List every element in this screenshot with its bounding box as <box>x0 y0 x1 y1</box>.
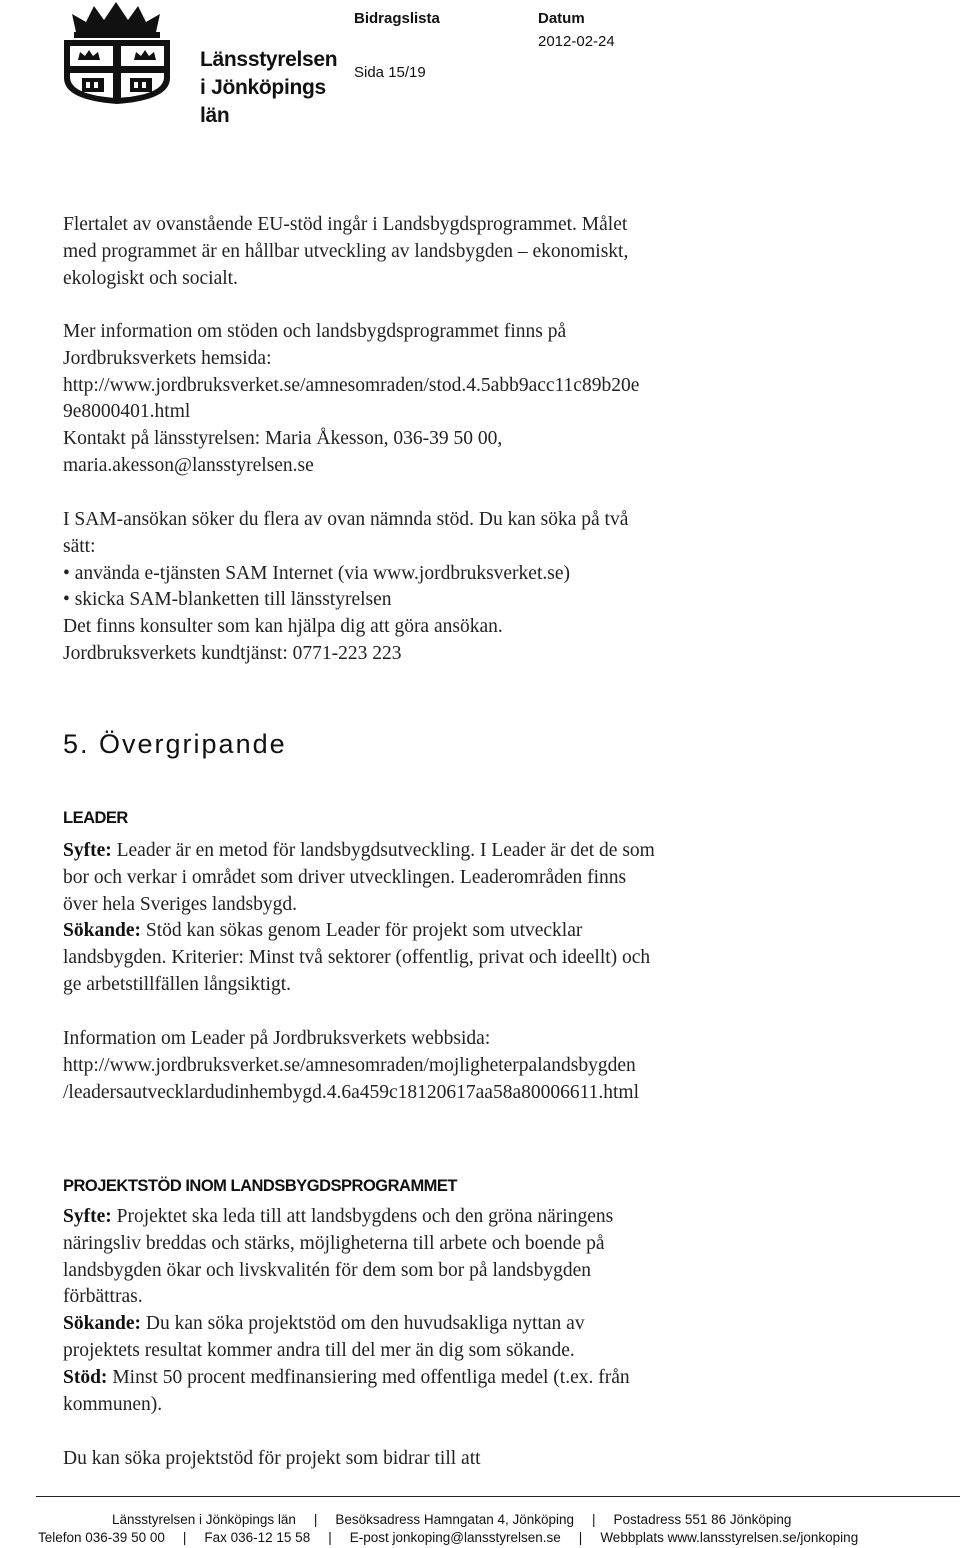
lansstyrelsen-logo <box>58 2 338 127</box>
footer-org: Länsstyrelsen i Jönköpings län <box>112 1512 296 1527</box>
closing-line: Du kan söka projektstöd för projekt som bidrar till att <box>63 1448 481 1469</box>
footer-line-2: Telefon 036-39 50 00 | Fax 036-12 15 58 | E-post jonkoping@lansstyrelsen.se | Webbplats www.lansstyrelsen.se/jonkoping <box>38 1530 859 1545</box>
url-link[interactable]: /leadersautvecklardudinhembygd.4.6a459c18120617aa58a80006611.html <box>63 1081 640 1103</box>
url-link[interactable]: http://www.jordbruksverket.se/amnesomraden/stod.4.5abb9acc11c89b20e <box>63 374 640 396</box>
text-line: Mer information om stöden och landsbygdsprogrammet finns på <box>63 321 567 342</box>
date-value: 2012-02-24 <box>538 33 615 50</box>
text-line: Det finns konsulter som kan hjälpa dig att göra ansökan. <box>63 616 503 638</box>
text-line: Information om Leader på Jordbruksverkets webbsida: <box>63 1028 491 1049</box>
sokande-label: Sökande: <box>63 1313 142 1335</box>
text-line: med programmet är en hållbar utveckling av landsbygden – ekonomiskt, <box>63 240 629 262</box>
text-line: över hela Sveriges landsbygd. <box>63 893 297 915</box>
crown-shield-icon <box>58 2 198 104</box>
text-line: Stöd kan sökas genom Leader för projekt som utvecklar <box>141 920 583 942</box>
url-link[interactable]: http://www.jordbruksverket.se/amnesomraden/mojligheterpalandsbygden <box>63 1054 636 1076</box>
text-line: I SAM-ansökan söker du flera av ovan nämnda stöd. Du kan söka på två <box>63 509 629 530</box>
footer-fax: Fax 036-12 15 58 <box>204 1530 311 1545</box>
footer-phone: Telefon 036-39 50 00 <box>38 1530 165 1545</box>
text-line: Du kan söka projektstöd om den huvudsakliga nyttan av <box>141 1313 585 1335</box>
footer-divider <box>36 1496 960 1497</box>
text-line: förbättras. <box>63 1286 143 1308</box>
text-line: projektets resultat kommer andra till del mer än dig som sökande. <box>63 1339 575 1361</box>
footer-email[interactable]: E-post jonkoping@lansstyrelsen.se <box>349 1530 561 1545</box>
section-heading: 5. Övergripande <box>63 729 287 759</box>
footer-line-1: Länsstyrelsen i Jönköpings län | Besöksadress Hamngatan 4, Jönköping | Postadress 551 86 Jönköping <box>112 1512 792 1527</box>
text-line: Leader är en metod för landsbygdsutveckling. I Leader är det de som <box>111 840 655 861</box>
paragraph-eu-stod <box>63 212 628 292</box>
projekt-block <box>63 1204 630 1418</box>
text-line: ekologiskt och socialt. <box>63 267 238 289</box>
text-line: Jordbruksverkets kundtjänst: 0771-223 223 <box>63 642 402 664</box>
paragraph-more-info <box>63 319 639 480</box>
url-link[interactable]: 9e8000401.html <box>63 401 191 423</box>
leader-block <box>63 838 655 999</box>
stod-label: Stöd: <box>63 1366 108 1388</box>
text-line: Jordbruksverkets hemsida: <box>63 347 272 369</box>
page-number: Sida 15/19 <box>354 64 426 81</box>
text-line: landsbygden ökar och livskvalitén för dem som bor på landsbygden <box>63 1259 592 1281</box>
footer-website[interactable]: Webbplats www.lansstyrelsen.se/jonkoping <box>600 1530 859 1545</box>
text-line: Flertalet av ovanstående EU-stöd ingår i Landsbygdsprogrammet. Målet <box>63 214 628 235</box>
footer-visit-address: Besöksadress Hamngatan 4, Jönköping <box>335 1512 575 1527</box>
email-link[interactable]: maria.akesson@lansstyrelsen.se <box>63 454 314 476</box>
syfte-label: Syfte: <box>63 840 112 861</box>
paragraph-sam <box>63 507 628 668</box>
leader-title: LEADER <box>63 809 128 827</box>
text-line: näringsliv breddas och stärks, möjligheterna till arbete och boende på <box>63 1232 605 1254</box>
date-label: Datum <box>538 10 585 27</box>
projekt-title: PROJEKTSTÖD INOM LANDSBYGDSPROGRAMMET <box>63 1177 458 1195</box>
text-line: Minst 50 procent medfinansiering med offentliga medel (t.ex. från <box>107 1366 630 1388</box>
syfte-label: Syfte: <box>63 1206 112 1227</box>
footer-postal-address: Postadress 551 86 Jönköping <box>613 1512 792 1527</box>
logo-line-1: Länsstyrelsen <box>200 48 338 71</box>
text-line: Projektet ska leda till att landsbygdens och den gröna näringens <box>111 1206 614 1227</box>
logo-line-2: i Jönköpings län <box>200 76 326 127</box>
bullet-item: • skicka SAM-blanketten till länsstyrelsen <box>63 589 392 611</box>
text-line: ge arbetstillfällen långsiktigt. <box>63 973 291 995</box>
text-line: landsbygden. Kriterier: Minst två sektorer (offentlig, privat och ideellt) och <box>63 947 651 969</box>
doc-type: Bidragslista <box>354 10 440 27</box>
text-line: sätt: <box>63 535 96 557</box>
contact-line: Kontakt på länsstyrelsen: Maria Åkesson, 036-39 50 00, <box>63 428 503 450</box>
logo-wordmark <box>200 46 337 130</box>
sokande-label: Sökande: <box>63 920 142 942</box>
text-line: bor och verkar i området som driver utvecklingen. Leaderområden finns <box>63 866 627 888</box>
bullet-item: • använda e-tjänsten SAM Internet (via www.jordbruksverket.se) <box>63 562 570 584</box>
leader-info <box>63 1026 639 1106</box>
text-line: kommunen). <box>63 1393 163 1415</box>
